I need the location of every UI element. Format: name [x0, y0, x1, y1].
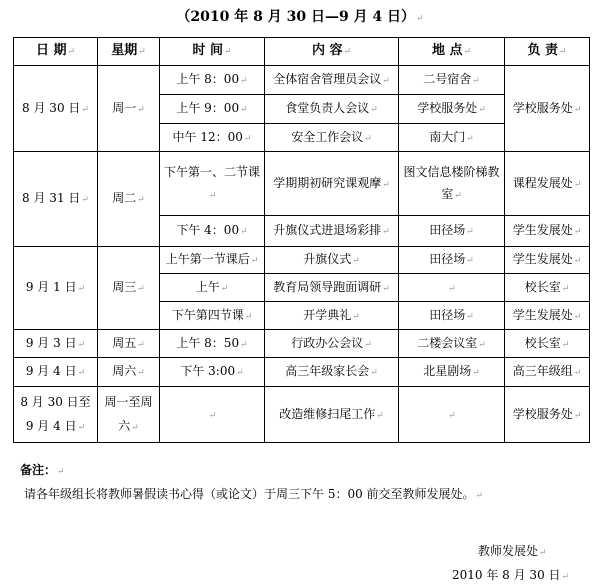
cell-time: 上午 8：00↵ — [160, 66, 265, 95]
header-time: 时 间↵ — [160, 38, 265, 66]
table-row — [14, 152, 590, 216]
header-content: 内 容↵ — [265, 38, 399, 66]
cell-owner: 校长室↵ — [505, 274, 590, 302]
cell-weekday: 周五↵ — [98, 330, 160, 358]
cell-time: 上午 8：50↵ — [160, 330, 265, 358]
note-text: 请各年级组长将教师暑假读书心得（或论文）于周三下午 5：00 前交至教师发展处。↵ — [24, 487, 484, 501]
cell-place: 二楼会议室↵ — [399, 330, 505, 358]
cell-place: 田径场↵ — [399, 247, 505, 274]
cell-time: 中午 12：00↵ — [160, 124, 265, 152]
signature-org: 教师发展处↵ — [478, 544, 547, 558]
cell-weekday: 周六↵ — [98, 358, 160, 387]
schedule-table — [13, 37, 590, 443]
header-weekday: 星期↵ — [98, 38, 160, 66]
cell-date: 9 月 4 日↵ — [14, 358, 98, 387]
cell-place: 二号宿舍↵ — [399, 66, 505, 95]
cell-owner: 高三年级组↵ — [505, 358, 590, 387]
cell-time: 下午 3:00↵ — [160, 358, 265, 387]
cell-owner: 课程发展处↵ — [505, 152, 590, 216]
cell-weekday: 周二↵ — [98, 152, 160, 247]
table-row — [14, 387, 590, 443]
table-row — [14, 330, 590, 358]
cell-time: 下午第四节课↵ — [160, 302, 265, 330]
table-row — [14, 66, 590, 95]
cell-place: ↵ — [399, 274, 505, 302]
cell-weekday: 周一↵ — [98, 66, 160, 152]
paragraph-mark: ↵ — [416, 14, 424, 24]
cell-content: 改造维修扫尾工作↵ — [265, 387, 399, 443]
table-row — [14, 247, 590, 274]
cell-content: 教育局领导跑面调研↵ — [265, 274, 399, 302]
cell-place: 图文信息楼阶梯教室↵ — [399, 152, 505, 216]
cell-content: 全体宿舍管理员会议↵ — [265, 66, 399, 95]
cell-time: 上午 9：00↵ — [160, 95, 265, 124]
cell-content: 学期期初研究课观摩↵ — [265, 152, 399, 216]
cell-time: ↵ — [160, 387, 265, 443]
document-title: （2010 年 8 月 30 日—9 月 4 日）↵ — [176, 9, 424, 25]
note-label: 备注：↵ — [20, 463, 65, 477]
cell-weekday: 周三↵ — [98, 247, 160, 330]
cell-content: 开学典礼↵ — [265, 302, 399, 330]
cell-content: 升旗仪式进退场彩排↵ — [265, 216, 399, 247]
header-row — [14, 38, 590, 66]
cell-content: 行政办公会议↵ — [265, 330, 399, 358]
cell-date: 8 月 30 日至 9 月 4 日↵ — [14, 387, 98, 443]
cell-owner: 学校服务处↵ — [505, 387, 590, 443]
cell-content: 食堂负责人会议↵ — [265, 95, 399, 124]
cell-place: 南大门↵ — [399, 124, 505, 152]
cell-date: 9 月 1 日↵ — [14, 247, 98, 330]
header-date: 日 期↵ — [14, 38, 98, 66]
cell-time: 下午第一、二节课↵ — [160, 152, 265, 216]
cell-content: 安全工作会议↵ — [265, 124, 399, 152]
cell-date: 8 月 31 日↵ — [14, 152, 98, 247]
cell-owner: 学校服务处↵ — [505, 66, 590, 152]
cell-owner: 学生发展处↵ — [505, 247, 590, 274]
cell-time: 下午 4：00↵ — [160, 216, 265, 247]
cell-content: 升旗仪式↵ — [265, 247, 399, 274]
cell-place: 北星剧场↵ — [399, 358, 505, 387]
cell-place: ↵ — [399, 387, 505, 443]
cell-place: 田径场↵ — [399, 302, 505, 330]
header-place: 地 点↵ — [399, 38, 505, 66]
cell-content: 高三年级家长会↵ — [265, 358, 399, 387]
cell-date: 9 月 3 日↵ — [14, 330, 98, 358]
table-row — [14, 358, 590, 387]
signature-date: 2010 年 8 月 30 日↵ — [452, 568, 570, 582]
cell-time: 上午↵ — [160, 274, 265, 302]
cell-date: 8 月 30 日↵ — [14, 66, 98, 152]
cell-owner: 学生发展处↵ — [505, 216, 590, 247]
cell-weekday: 周一至周六↵ — [98, 387, 160, 443]
cell-place: 学校服务处↵ — [399, 95, 505, 124]
cell-place: 田径场↵ — [399, 216, 505, 247]
cell-owner: 学生发展处↵ — [505, 302, 590, 330]
header-owner: 负 责↵ — [505, 38, 590, 66]
cell-owner: 校长室↵ — [505, 330, 590, 358]
cell-time: 上午第一节课后↵ — [160, 247, 265, 274]
